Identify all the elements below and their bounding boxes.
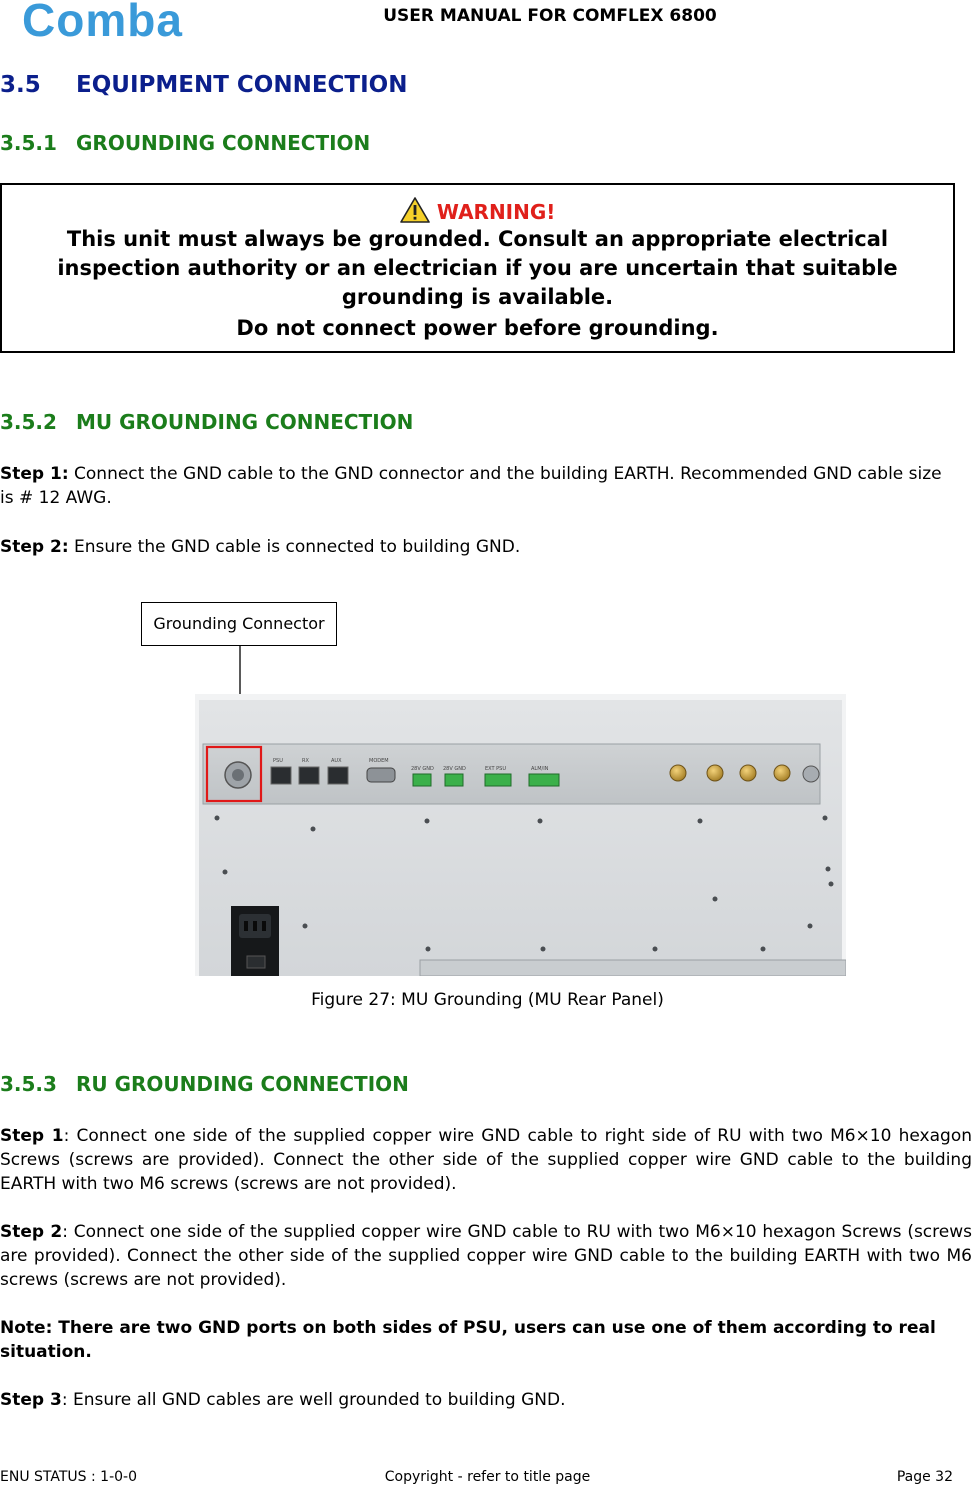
step-label: Step 1: bbox=[0, 464, 69, 484]
ru-note: Note: There are two GND ports on both sides of PSU, users can use one of them according to real situation. bbox=[0, 1318, 936, 1362]
section-heading-3-5-2 bbox=[0, 410, 413, 434]
mu-rear-panel-photo bbox=[195, 694, 846, 976]
port-label: PSU bbox=[273, 758, 283, 764]
mu-step-1 bbox=[0, 462, 950, 510]
step-text: Connect the GND cable to the GND connector and the building EARTH. Recommended GND cable size is # 12 AWG. bbox=[0, 464, 942, 508]
warning-triangle-icon bbox=[400, 197, 430, 223]
footer-status: ENU STATUS : 1-0-0 bbox=[0, 1469, 137, 1485]
warning-line: This unit must always be grounded. Consult an appropriate electrical bbox=[66, 227, 889, 251]
manual-title: USER MANUAL FOR COMFLEX 6800 bbox=[383, 6, 717, 26]
port-label: ALM/IN bbox=[531, 766, 549, 772]
section-title: MU GROUNDING CONNECTION bbox=[76, 410, 414, 434]
section-number: 3.5.1 bbox=[0, 131, 57, 155]
warning-title-row bbox=[2, 197, 953, 225]
warning-line: Do not connect power before grounding. bbox=[236, 316, 719, 340]
section-heading-3-5-3 bbox=[0, 1072, 409, 1096]
ru-step-2 bbox=[0, 1220, 972, 1292]
ru-step-1 bbox=[0, 1124, 972, 1196]
section-title: RU GROUNDING CONNECTION bbox=[76, 1072, 409, 1096]
figure-caption: Figure 27: MU Grounding (MU Rear Panel) bbox=[311, 990, 664, 1010]
grounding-connector-callout: Grounding Connector bbox=[141, 602, 337, 646]
section-number: 3.5.2 bbox=[0, 410, 57, 434]
step-label: Step 3 bbox=[0, 1390, 62, 1410]
step-text: : Connect one side of the supplied copper wire GND cable to right side of RU with two M6×10 hexagon Screws (screws are provided). Connect the other side of the supplied copper wire GND cable to the building EARTH with two M6 screws (screws are not provided). bbox=[0, 1126, 972, 1194]
footer-page-number: Page 32 bbox=[896, 1469, 953, 1485]
section-number: 3.5.3 bbox=[0, 1072, 57, 1096]
port-label: 28V GND bbox=[443, 766, 466, 772]
section-heading-3-5-1 bbox=[0, 131, 370, 155]
step-text: Ensure the GND cable is connected to building GND. bbox=[68, 537, 521, 557]
warning-box bbox=[0, 183, 955, 353]
step-text: : Ensure all GND cables are well grounded to building GND. bbox=[61, 1390, 566, 1410]
port-label: AUX bbox=[331, 758, 342, 764]
mu-step-2 bbox=[0, 535, 972, 559]
section-number: 3.5 bbox=[0, 72, 41, 98]
step-label: Step 1 bbox=[0, 1126, 64, 1146]
footer-copyright: Copyright - refer to title page bbox=[384, 1469, 591, 1485]
port-label: EXT PSU bbox=[485, 766, 506, 772]
warning-line: grounding is available. bbox=[341, 285, 614, 309]
section-title: GROUNDING CONNECTION bbox=[76, 131, 371, 155]
section-title: EQUIPMENT CONNECTION bbox=[76, 72, 408, 98]
port-label: RX bbox=[302, 758, 309, 764]
warning-line: inspection authority or an electrician if you are uncertain that suitable bbox=[57, 256, 898, 280]
port-label: 28V GND bbox=[411, 766, 434, 772]
step-label: Step 2: bbox=[0, 537, 69, 557]
comba-logo: Comba bbox=[22, 0, 183, 46]
ru-step-3 bbox=[0, 1388, 972, 1412]
step-text: : Connect one side of the supplied copper wire GND cable to RU with two M6×10 hexagon Screws (screws are provided). Connect the other side of the supplied copper wire GND cable to the building EARTH with two M6 screws (screws are not provided). bbox=[0, 1222, 972, 1290]
port-label: MODEM bbox=[369, 758, 389, 764]
step-label: Step 2 bbox=[0, 1222, 63, 1242]
section-heading-3-5 bbox=[0, 72, 407, 98]
warning-title: WARNING! bbox=[436, 200, 556, 224]
